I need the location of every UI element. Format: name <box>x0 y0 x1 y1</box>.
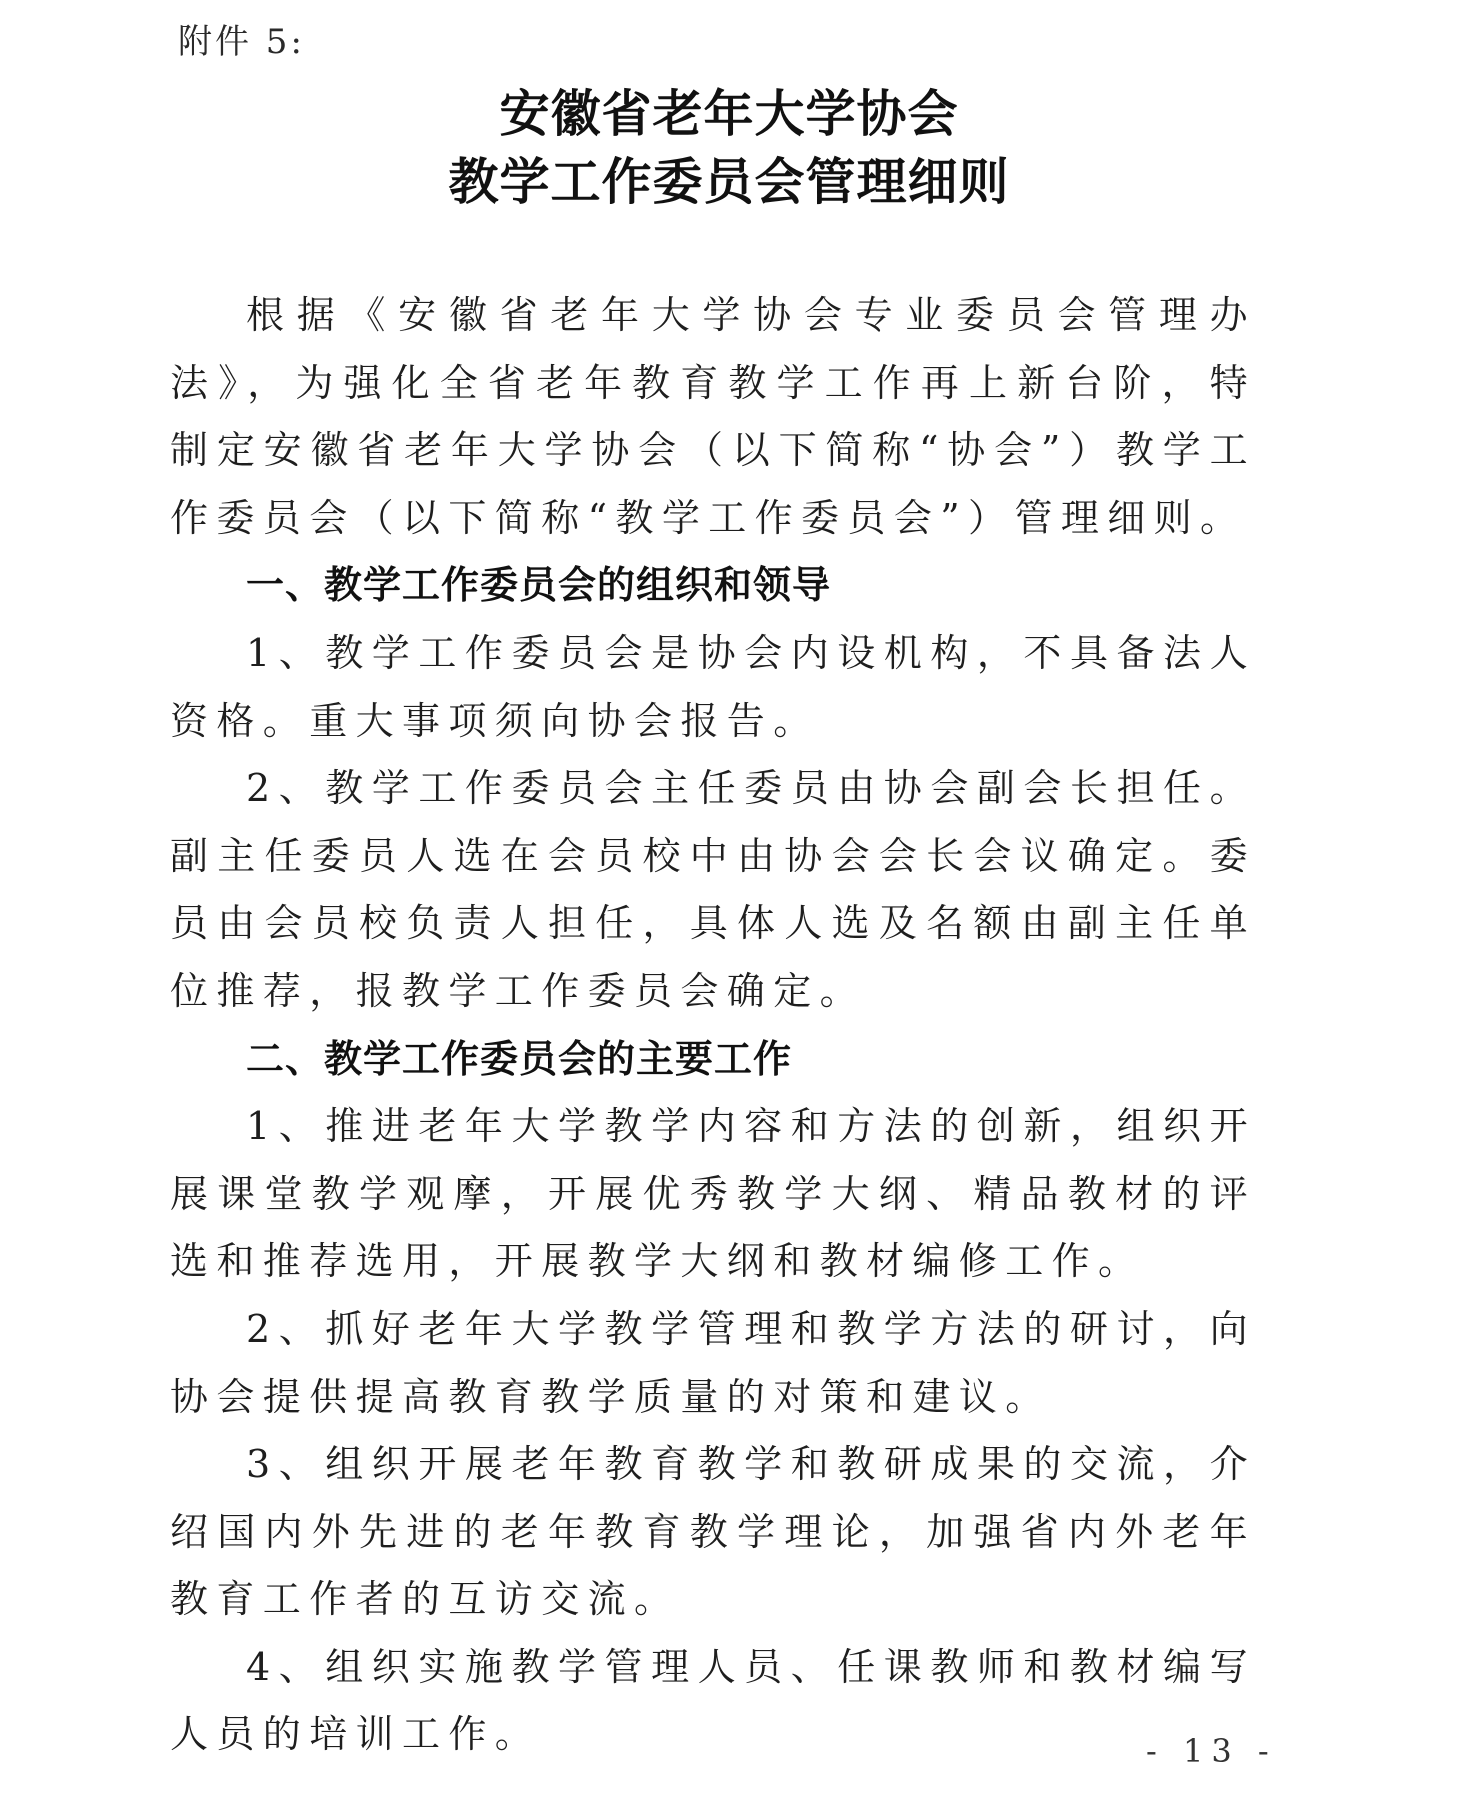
document-title-line-2: 教学工作委员会管理细则 <box>448 152 1010 211</box>
document-body <box>170 282 1256 1769</box>
section1-item-1: 1、教学工作委员会是协会内设机构，不具备法人资格。重大事项须向协会报告。 <box>170 630 1256 743</box>
attachment-label: 附件 5: <box>178 22 305 62</box>
section-heading-organization: 一、教学工作委员会的组织和领导 <box>246 563 832 608</box>
section2-item-4: 4、组织实施教学管理人员、任课教师和教材编写人员的培训工作。 <box>170 1644 1256 1757</box>
section2-item-2: 2、抓好老年大学教学管理和教学方法的研讨，向协会提供提高教育教学质量的对策和建议。 <box>170 1306 1256 1419</box>
document-title-line-1: 安徽省老年大学协会 <box>499 84 959 143</box>
section-heading-main-work: 二、教学工作委员会的主要工作 <box>246 1036 793 1081</box>
intro-paragraph: 根据《安徽省老年大学协会专业委员会管理办法》，为强化全省老年教育教学工作再上新台阶，特制定安徽省老年大学协会（以下简称“协会”）教学工作委员会（以下简称“教学工作委员会”）管理细则。 <box>170 293 1256 540</box>
section2-item-1: 1、推进老年大学教学内容和方法的创新，组织开展课堂教学观摩，开展优秀教学大纲、精品教材的评选和推荐选用，开展教学大纲和教材编修工作。 <box>170 1104 1256 1284</box>
page-number: - 13 - <box>1146 1732 1277 1770</box>
section1-item-2: 2、教学工作委员会主任委员由协会副会长担任。副主任委员人选在会员校中由协会会长会议确定。委员由会员校负责人担任，具体人选及名额由副主任单位推荐，报教学工作委员会确定。 <box>170 766 1256 1013</box>
section2-item-3: 3、组织开展老年教育教学和教研成果的交流，介绍国内外先进的老年教育教学理论，加强省内外老年教育工作者的互访交流。 <box>170 1442 1256 1622</box>
